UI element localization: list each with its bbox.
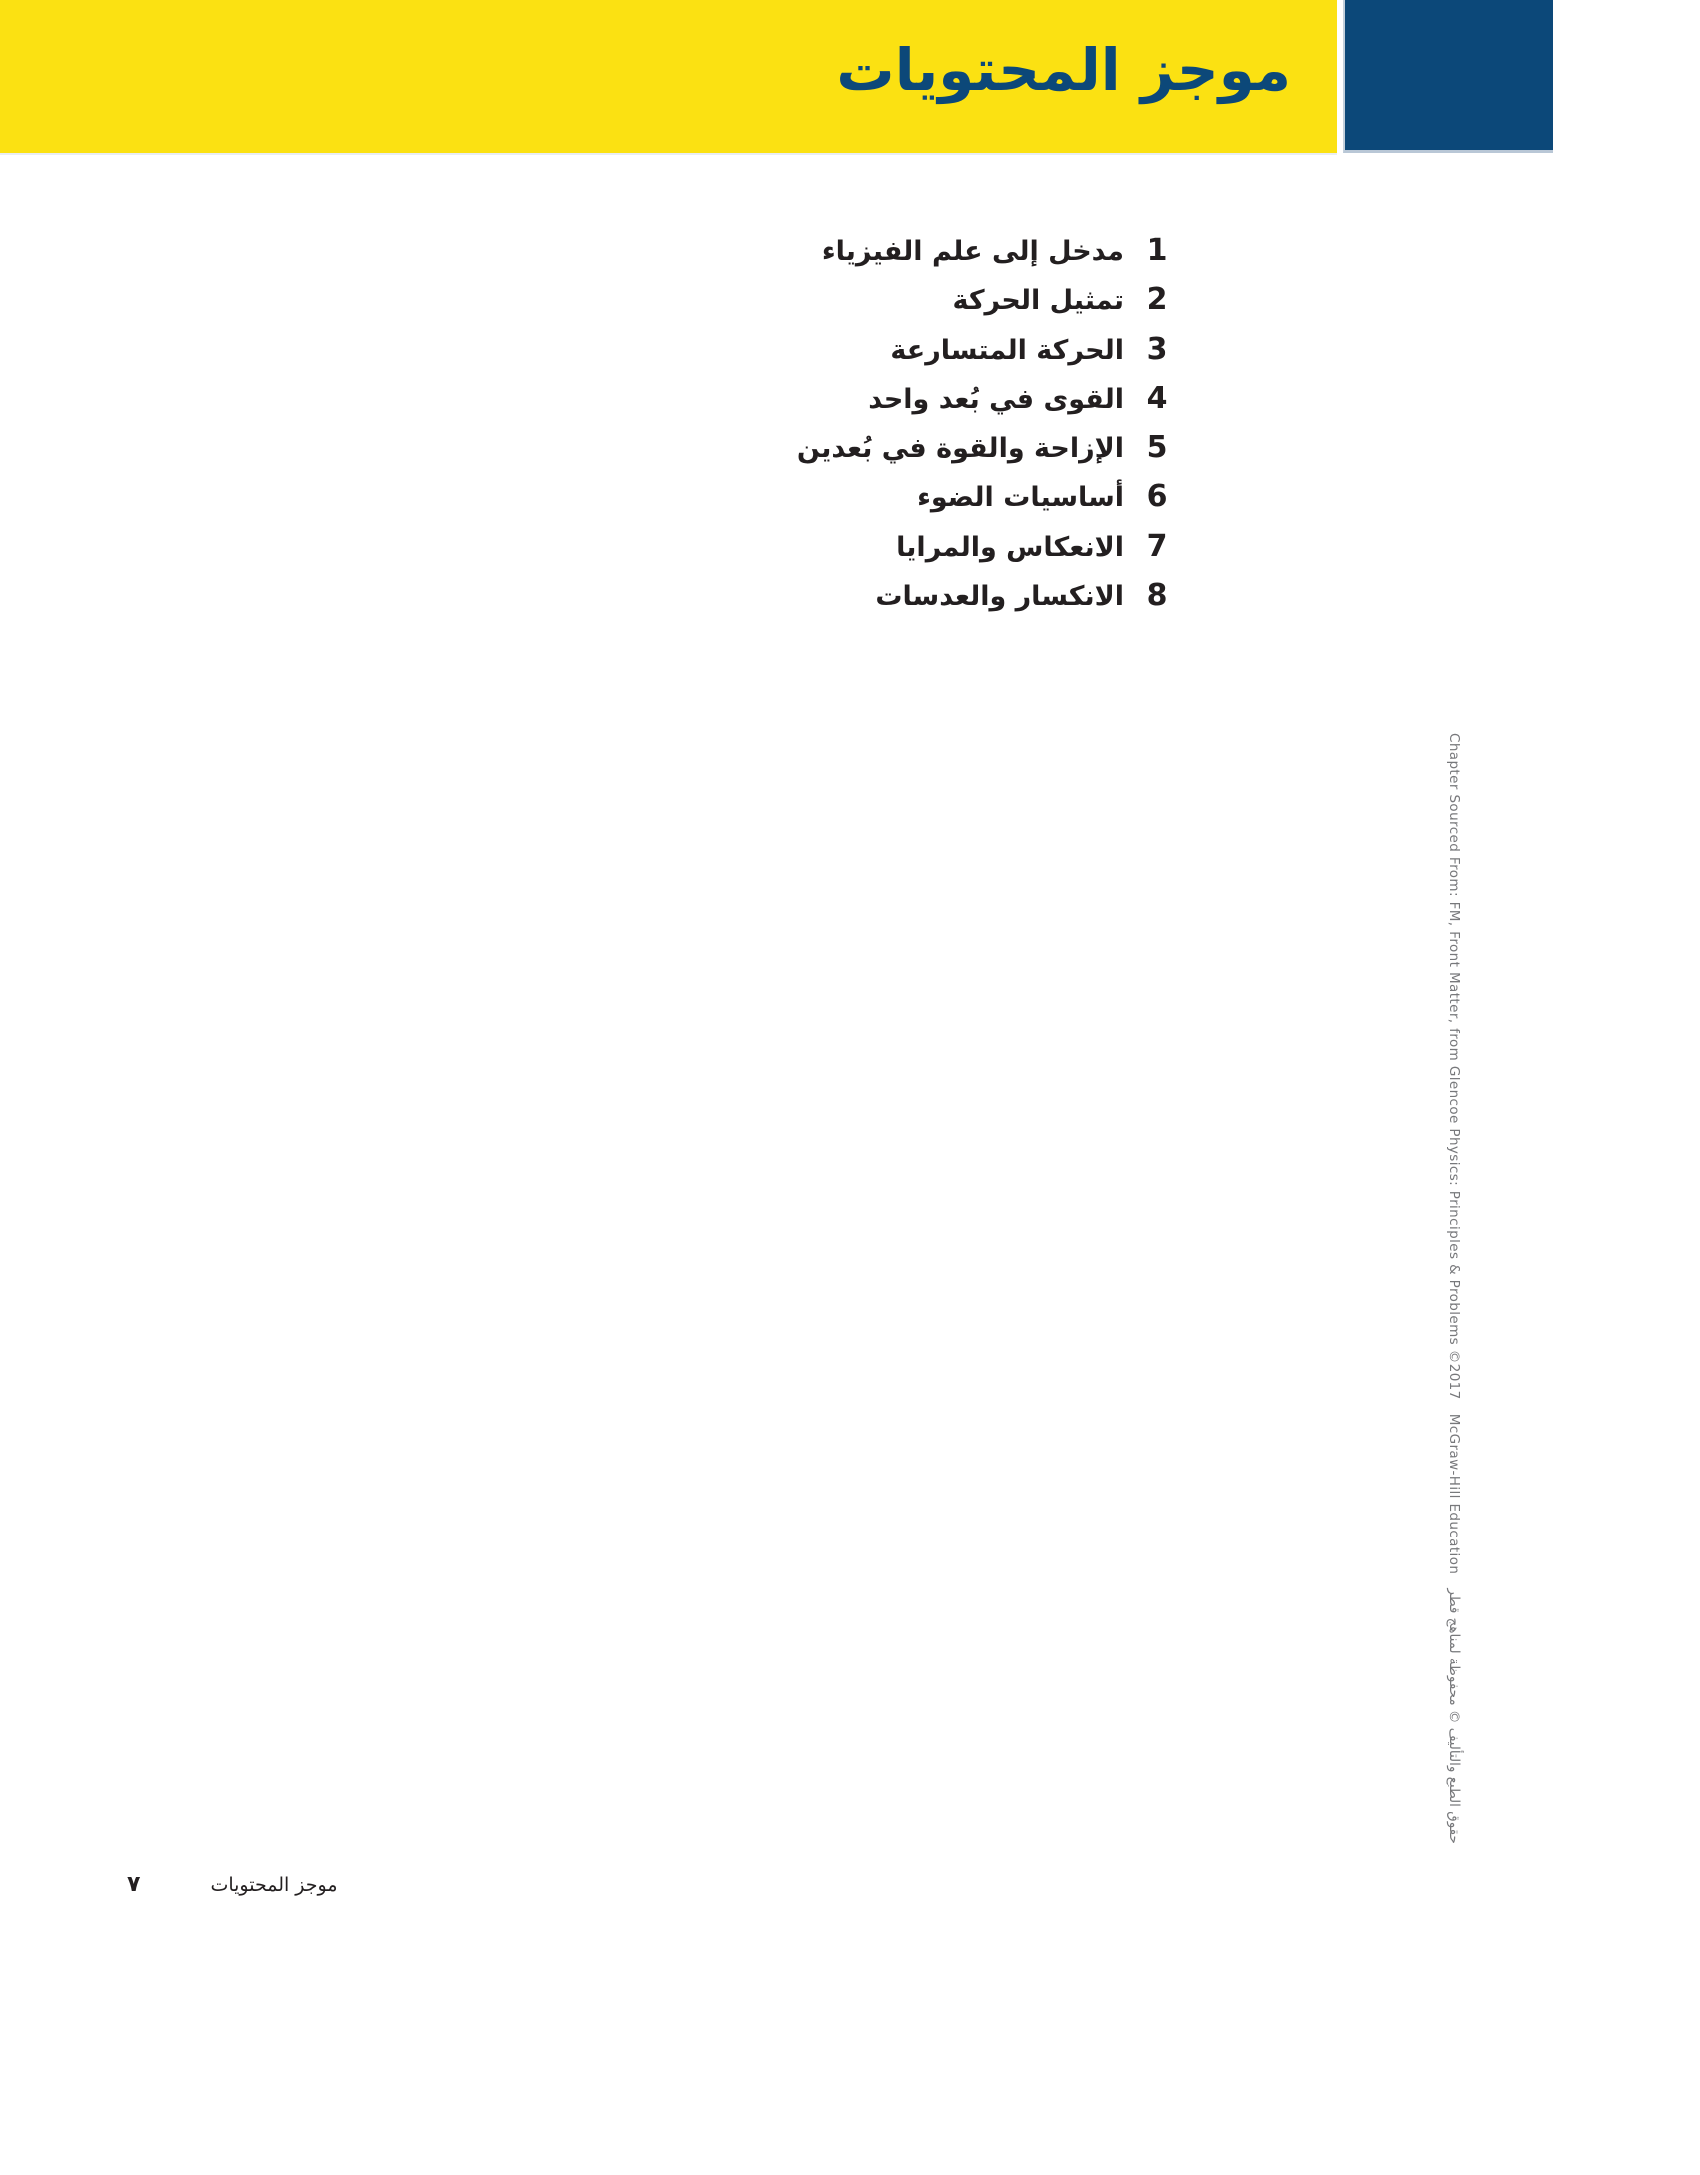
- header-blue-block: [1343, 0, 1553, 153]
- chapter-title: الانكسار والعدسات: [875, 581, 1124, 613]
- chapter-title: الحركة المتسارعة: [890, 334, 1124, 366]
- footer-page-number: ٧: [127, 1872, 141, 1897]
- chapter-title: أساسيات الضوء: [917, 482, 1124, 514]
- chapter-title: مدخل إلى علم الفيزياء: [821, 236, 1124, 267]
- chapter-row: [797, 332, 1168, 381]
- header-yellow-band: [0, 0, 1337, 155]
- chapter-row: [797, 430, 1168, 479]
- chapter-number: 4: [1146, 380, 1168, 416]
- chapter-row: [797, 578, 1168, 627]
- source-credit-vertical: Chapter Sourced From: FM, Front Matter, from Glencoe Physics: Principles & Problems ©2017 McGraw-Hill Education حقوق الطبع والتأليف © محفوظة لمناهج قطر: [1446, 733, 1462, 1844]
- chapter-number: 3: [1146, 331, 1168, 367]
- chapter-list: [797, 233, 1168, 627]
- page-footer: [127, 1872, 338, 1897]
- chapter-number: 5: [1146, 430, 1168, 466]
- chapter-row: [797, 529, 1168, 578]
- chapter-title: تمثيل الحركة: [952, 285, 1124, 317]
- page-title: موجز المحتويات: [836, 35, 1291, 104]
- footer-label: موجز المحتويات: [210, 1874, 338, 1896]
- chapter-title: الانعكاس والمرايا: [896, 531, 1124, 563]
- chapter-number: 7: [1146, 528, 1168, 564]
- chapter-row: [797, 381, 1168, 430]
- chapter-number: 1: [1146, 233, 1168, 268]
- chapter-title: الإزاحة والقوة في بُعدين: [796, 433, 1124, 465]
- chapter-number: 6: [1146, 479, 1168, 515]
- chapter-title: القوى في بُعد واحد: [868, 383, 1124, 415]
- chapter-row: [797, 479, 1168, 528]
- chapter-row: [797, 233, 1168, 282]
- chapter-row: [797, 282, 1168, 331]
- chapter-number: 2: [1146, 282, 1168, 318]
- chapter-number: 8: [1146, 578, 1168, 614]
